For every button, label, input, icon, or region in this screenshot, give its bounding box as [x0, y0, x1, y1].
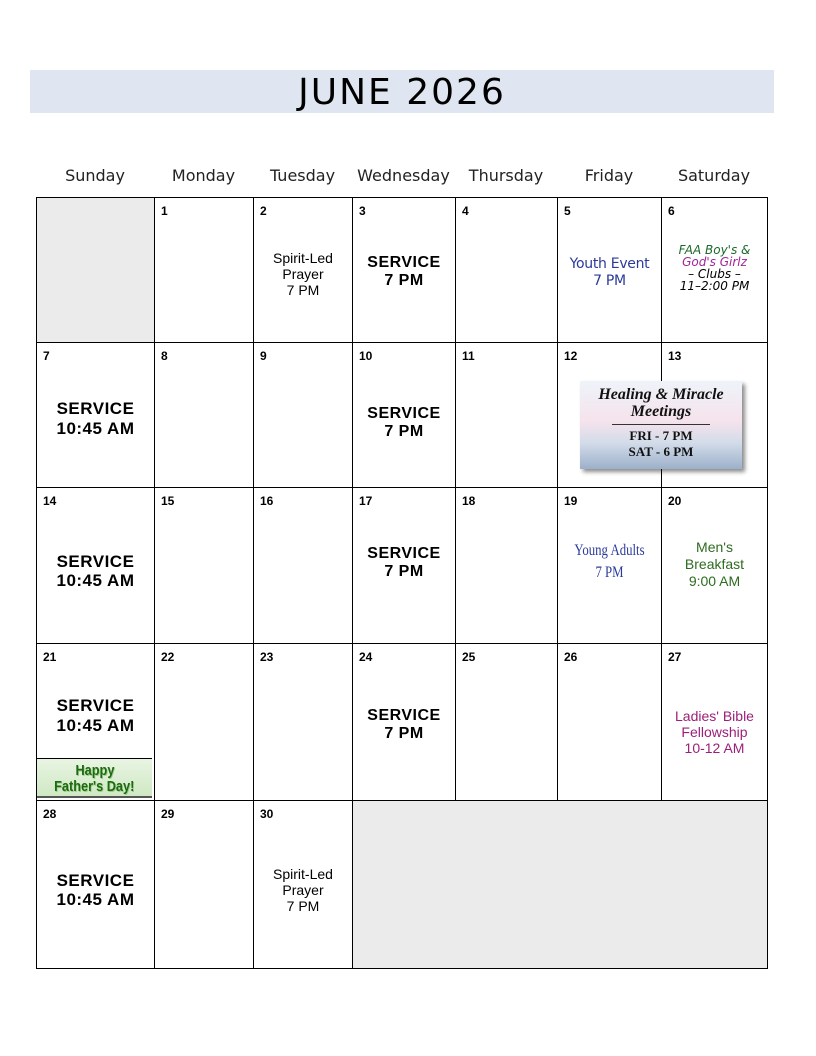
day-number: 30	[260, 807, 274, 821]
event-time: 7 PM	[593, 273, 626, 289]
event-text: SERVICE	[367, 254, 441, 271]
prayer-event	[254, 250, 352, 298]
day-cell[interactable]	[352, 487, 456, 644]
day-cell[interactable]	[455, 197, 558, 343]
event-text: Spirit-Led	[273, 250, 333, 266]
mens-breakfast-event	[662, 539, 767, 590]
day-number: 8	[161, 349, 168, 363]
day-number: 28	[43, 807, 57, 821]
event-text: SERVICE	[367, 405, 441, 422]
event-time: 9:00 AM	[688, 573, 741, 589]
dow-wednesday: Wednesday	[357, 166, 450, 185]
day-cell[interactable]	[352, 342, 456, 488]
event-text: FAA Boy's &	[678, 243, 751, 257]
event-time: 7 PM	[384, 725, 424, 742]
event-time: 7 PM	[384, 563, 424, 580]
day-number: 18	[462, 494, 476, 508]
banner-time: FRI - 7 PM	[629, 428, 693, 443]
day-cell[interactable]	[253, 800, 353, 969]
empty-cell	[352, 800, 768, 969]
day-number: 12	[564, 349, 578, 363]
healing-meetings-banner	[580, 381, 742, 469]
day-number: 29	[161, 807, 175, 821]
day-number: 19	[564, 494, 578, 508]
event-text: God's Girlz	[682, 255, 747, 269]
day-cell[interactable]	[661, 487, 768, 644]
banner-text: Happy	[75, 762, 114, 779]
event-text: SERVICE	[367, 545, 441, 562]
event-time: 7 PM	[384, 423, 424, 440]
day-cell[interactable]	[661, 643, 768, 801]
day-cell[interactable]	[253, 342, 353, 488]
event-time: 7 PM	[384, 272, 424, 289]
event-text: Prayer	[282, 882, 324, 898]
day-cell[interactable]	[154, 342, 254, 488]
fathers-day-banner	[37, 758, 152, 798]
event-text: SERVICE	[56, 399, 135, 418]
day-number: 14	[43, 494, 57, 508]
day-cell[interactable]	[154, 487, 254, 644]
young-adults-event	[568, 540, 650, 584]
dow-monday: Monday	[171, 166, 236, 185]
event-time: 10:45 AM	[56, 419, 135, 438]
banner-time: SAT - 6 PM	[628, 444, 694, 459]
day-number: 6	[668, 204, 675, 218]
day-number: 16	[260, 494, 274, 508]
youth-event	[558, 256, 661, 290]
day-cell[interactable]	[455, 342, 558, 488]
day-cell[interactable]	[154, 800, 254, 969]
day-number: 27	[668, 650, 682, 664]
title-bar	[30, 70, 774, 113]
day-number: 17	[359, 494, 373, 508]
day-cell[interactable]	[253, 197, 353, 343]
event-text: SERVICE	[56, 871, 135, 890]
page-title: JUNE 2026	[298, 72, 506, 113]
day-number: 23	[260, 650, 274, 664]
day-cell[interactable]	[557, 487, 662, 644]
service-event	[353, 405, 455, 441]
day-number: 26	[564, 650, 578, 664]
day-number: 11	[462, 349, 475, 363]
day-cell[interactable]	[352, 197, 456, 343]
day-cell[interactable]	[661, 197, 768, 343]
day-number: 13	[668, 349, 682, 363]
day-cell[interactable]	[36, 342, 155, 488]
event-text: Prayer	[282, 266, 324, 282]
empty-cell	[36, 197, 155, 343]
service-event	[37, 399, 154, 439]
dow-tuesday: Tuesday	[269, 166, 336, 185]
day-number: 5	[564, 204, 571, 218]
dow-sunday: Sunday	[65, 166, 125, 185]
event-time: 10-12 AM	[684, 740, 745, 756]
prayer-event	[254, 866, 352, 914]
day-cell[interactable]	[253, 643, 353, 801]
event-text: SERVICE	[56, 552, 135, 571]
event-time: 10:45 AM	[56, 716, 135, 735]
day-number: 24	[359, 650, 373, 664]
service-event	[353, 545, 455, 581]
event-time: 7 PM	[286, 282, 320, 298]
day-cell[interactable]	[154, 643, 254, 801]
day-number: 10	[359, 349, 373, 363]
banner-title-line: Healing & Miracle	[598, 386, 724, 403]
event-time: 11–2:00 PM	[679, 279, 750, 293]
service-event	[37, 871, 154, 909]
event-time: 7 PM	[286, 898, 320, 914]
event-text: Ladies' Bible	[675, 708, 754, 724]
ladies-fellowship-event	[662, 708, 767, 756]
day-cell[interactable]	[36, 487, 155, 644]
event-text: Young Adults	[574, 542, 645, 559]
day-number: 4	[462, 204, 469, 218]
banner-title-line: Meetings	[630, 403, 692, 420]
day-number: 21	[43, 650, 57, 664]
day-number: 1	[161, 204, 168, 218]
dow-saturday: Saturday	[677, 166, 751, 185]
day-cell[interactable]	[557, 643, 662, 801]
day-number: 15	[161, 494, 175, 508]
day-number: 7	[43, 349, 50, 363]
day-cell[interactable]	[455, 487, 558, 644]
service-event	[37, 696, 154, 736]
event-text: Fellowship	[681, 724, 748, 740]
day-cell[interactable]	[557, 197, 662, 343]
day-number: 25	[462, 650, 476, 664]
dow-friday: Friday	[584, 166, 634, 185]
event-text: Breakfast	[684, 556, 745, 572]
service-event	[37, 552, 154, 590]
day-number: 9	[260, 349, 267, 363]
event-text: – Clubs –	[688, 267, 741, 281]
event-time: 10:45 AM	[56, 890, 135, 909]
day-number: 22	[161, 650, 175, 664]
banner-text: Father's Day!	[54, 778, 135, 795]
event-time: 7 PM	[595, 564, 624, 581]
event-text: Men's	[696, 539, 733, 555]
day-cell[interactable]	[154, 197, 254, 343]
day-number: 2	[260, 204, 267, 218]
clubs-event	[662, 244, 767, 292]
service-event	[353, 254, 455, 290]
event-text: SERVICE	[367, 707, 441, 724]
event-time: 10:45 AM	[56, 571, 135, 590]
day-number: 3	[359, 204, 366, 218]
day-number: 20	[668, 494, 682, 508]
banner-title	[580, 386, 742, 420]
day-cell[interactable]	[455, 643, 558, 801]
dow-thursday: Thursday	[468, 166, 544, 185]
day-cell[interactable]	[253, 487, 353, 644]
event-text: Youth Event	[569, 256, 650, 272]
day-cell[interactable]	[36, 800, 155, 969]
banner-divider	[612, 424, 710, 425]
day-cell[interactable]	[352, 643, 456, 801]
event-text: Spirit-Led	[273, 866, 333, 882]
event-text: SERVICE	[56, 696, 135, 715]
service-event	[353, 707, 455, 743]
